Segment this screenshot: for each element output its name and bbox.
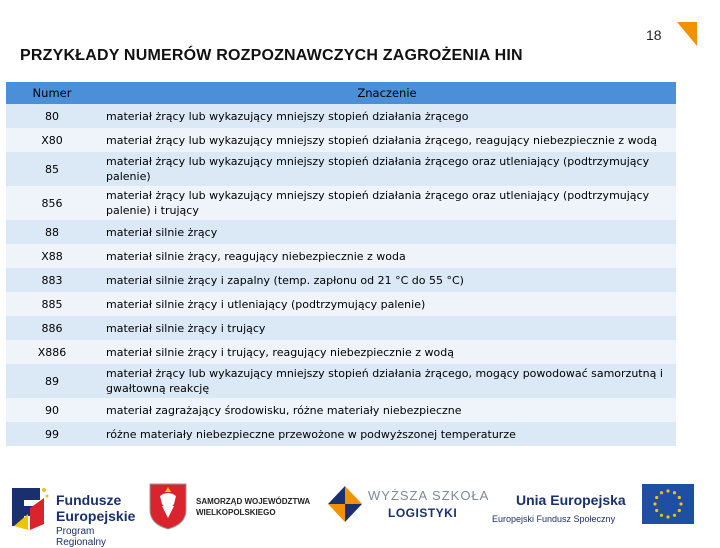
hin-meaning: materiał żrący lub wykazujący mniejszy stopień działania żrącego, mogący powodować samorzutną i gwałtowną reakcję <box>98 364 676 398</box>
table-row <box>6 292 676 316</box>
table-row <box>6 128 676 152</box>
hin-number: 99 <box>6 422 98 446</box>
hin-meaning: materiał silnie żrący i utleniający (podtrzymujący palenie) <box>98 292 676 316</box>
wsl-emblem-icon <box>326 484 364 524</box>
table-row <box>6 340 676 364</box>
wsl-logo <box>326 484 490 528</box>
column-header-number: Numer <box>6 82 98 104</box>
hin-number: 85 <box>6 152 98 186</box>
coat-of-arms-icon <box>148 482 188 530</box>
hin-meaning: materiał żrący lub wykazujący mniejszy stopień działania żrącego oraz utleniający (podtrzymujący palenie) <box>98 152 676 186</box>
hin-number: 80 <box>6 104 98 128</box>
ue-label-line2: Europejski Fundusz Społeczny <box>492 514 616 524</box>
fundusze-label-line1: Fundusze <box>56 492 122 508</box>
table-row <box>6 244 676 268</box>
hin-number: 89 <box>6 364 98 398</box>
samorzad-wielkopolski-logo <box>148 482 318 530</box>
table-row <box>6 152 676 186</box>
table-row <box>6 316 676 340</box>
table-row <box>6 220 676 244</box>
hin-meaning: materiał silnie żrący i trujący <box>98 316 676 340</box>
hin-meaning: materiał silnie żrący i zapalny (temp. zapłonu od 21 °C do 55 °C) <box>98 268 676 292</box>
hin-number: X886 <box>6 340 98 364</box>
corner-triangle-icon <box>677 22 697 46</box>
table-row <box>6 104 676 128</box>
hin-meaning: materiał silnie żrący i trujący, reagujący niebezpiecznie z wodą <box>98 340 676 364</box>
eu-flag-icon <box>642 484 694 524</box>
hin-table <box>6 82 676 446</box>
hin-number: 883 <box>6 268 98 292</box>
page-number: 18 <box>646 27 662 43</box>
table-row <box>6 186 676 220</box>
unia-europejska-logo <box>486 484 714 532</box>
table-row <box>6 268 676 292</box>
hin-number: 90 <box>6 398 98 422</box>
ue-label-line1: Unia Europejska <box>516 492 626 508</box>
hin-number: 88 <box>6 220 98 244</box>
wsl-label-line1: WYŻSZA SZKOŁA <box>368 488 490 503</box>
hin-meaning: różne materiały niebezpieczne przewożone w podwyższonej temperaturze <box>98 422 676 446</box>
table-header-row <box>6 82 676 104</box>
hin-meaning: materiał zagrażający środowisku, różne materiały niebezpieczne <box>98 398 676 422</box>
table-row <box>6 364 676 398</box>
hin-number: X80 <box>6 128 98 152</box>
column-header-meaning: Znaczenie <box>98 82 676 104</box>
fundusze-europejskie-icon <box>10 478 50 532</box>
wsl-label-line2: LOGISTYKI <box>388 506 458 520</box>
hin-meaning: materiał żrący lub wykazujący mniejszy stopień działania żrącego oraz utleniający (podtrzymujący palenie) i trujący <box>98 186 676 220</box>
hin-number: 856 <box>6 186 98 220</box>
hin-meaning: materiał żrący lub wykazujący mniejszy stopień działania żrącego <box>98 104 676 128</box>
fundusze-label-line2: Europejskie <box>56 508 136 524</box>
footer-logos <box>0 470 720 548</box>
fundusze-label-line3: Program Regionalny <box>56 526 107 548</box>
hin-number: 885 <box>6 292 98 316</box>
hin-meaning: materiał silnie żrący, reagujący niebezpiecznie z woda <box>98 244 676 268</box>
samorzad-label-line2: WIELKOPOLSKIEGO <box>196 508 276 517</box>
hin-number: X88 <box>6 244 98 268</box>
page-title: PRZYKŁADY NUMERÓW ROZPOZNAWCZYCH ZAGROŻENIA HIN <box>20 47 523 64</box>
table-row <box>6 422 676 446</box>
hin-number: 886 <box>6 316 98 340</box>
samorzad-label-line1: SAMORZĄD WOJEWÓDZTWA <box>196 497 311 506</box>
table-row <box>6 398 676 422</box>
hin-meaning: materiał żrący lub wykazujący mniejszy stopień działania żrącego, reagujący niebezpiecznie z wodą <box>98 128 676 152</box>
fundusze-europejskie-logo <box>10 478 140 548</box>
hin-meaning: materiał silnie żrący <box>98 220 676 244</box>
